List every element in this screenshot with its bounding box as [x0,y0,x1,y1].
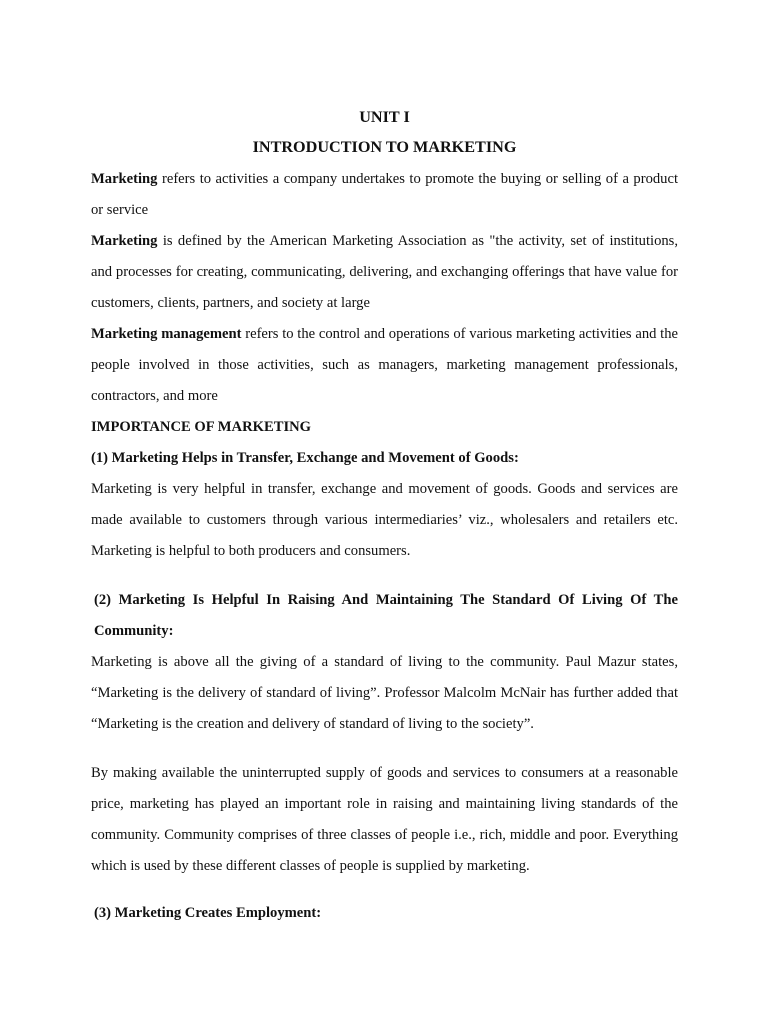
paragraph-spacer [91,740,678,758]
paragraph-spacer [91,567,678,585]
importance-heading: IMPORTANCE OF MARKETING [91,419,312,435]
definition-term: Marketing management [91,326,242,342]
section-paragraph: Marketing is above all the giving of a standard of living to the community. Paul Mazur states, “Marketing is the delivery of standard of living”. Professor Malcolm McNair has further added that “Marketing is the creation and delivery of standard of living to the society”. [91,654,678,732]
definition-paragraph [91,226,678,319]
definition-text: refers to activities a company undertakes to promote the buying or selling of a product or service [91,171,678,218]
definition-term: Marketing [91,171,158,187]
document-body [91,100,678,929]
unit-heading: UNIT I [359,108,410,126]
section-heading: (1) Marketing Helps in Transfer, Exchange and Movement of Goods: [91,450,519,466]
section-heading: (2) Marketing Is Helpful In Raising And Maintaining The Standard Of Living Of The Community: [94,592,678,639]
definition-text: is defined by the American Marketing Association as "the activity, set of institutions, and processes for creating, communicating, delivering, and exchanging offerings that have value for customers, clients, partners, and society at large [91,233,678,311]
section-heading: (3) Marketing Creates Employment: [94,905,322,921]
definition-term: Marketing [91,233,158,249]
paragraph-spacer [91,882,678,898]
definition-paragraph [91,319,678,412]
section-paragraph: Marketing is very helpful in transfer, exchange and movement of goods. Goods and services are made available to customers through various intermediaries’ viz., wholesalers and retailers etc. Marketing is helpful to both producers and consumers. [91,481,678,559]
document-title: INTRODUCTION TO MARKETING [252,138,517,156]
definition-paragraph [91,164,678,226]
section-paragraph: By making available the uninterrupted supply of goods and services to consumers at a reasonable price, marketing has played an important role in raising and maintaining living standards of the community. Community comprises of three classes of people i.e., rich, middle and poor. Everything which is used by these different classes of people is supplied by marketing. [91,765,678,874]
definition-text: refers to the control and operations of various marketing activities and the people involved in those activities, such as managers, marketing management professionals, contractors, and more [91,326,678,404]
